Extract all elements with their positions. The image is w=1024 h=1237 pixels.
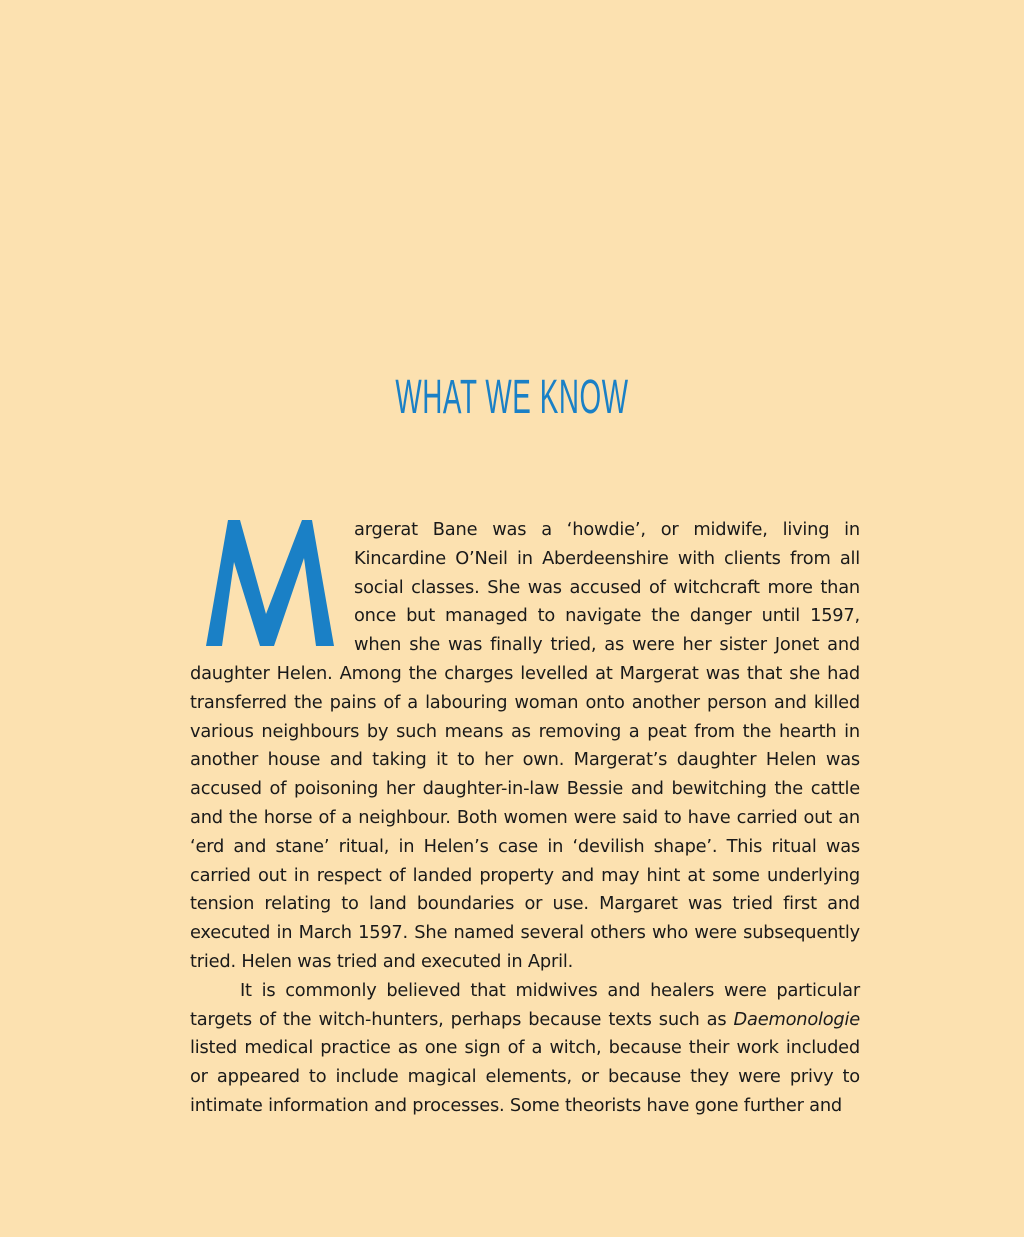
paragraph-2-text-start: It is commonly believed that midwives and healers were particular targets of the witch-hunters, perhaps because texts such as bbox=[190, 979, 860, 1030]
paragraph-1-text: argerat Bane was a ‘howdie’, or midwife, living in Kincardine O’Neil in Aberdeenshire with clients from all social classes. She was accused of witchcraft more than once but managed to navigate the danger until 1597, when she was finally tried, as were her sister Jonet and daughter Helen. Among the charges levelled at Margerat was that she had transferred the pains of a labouring woman onto another person and killed various neighbours by such means as removing a peat from the hearth in another house and taking it to her own. Margerat’s daughter Helen was accused of poisoning her daughter-in-law Bessie and bewitching the cattle and the horse of a neighbour. Both women were said to have carried out an ‘erd and stane’ ritual, in Helen’s case in ‘devilish shape’. This ritual was carried out in respect of landed property and may hint at some underlying tension relating to land boundaries or use. Margaret was tried first and executed in March 1597. She named several others who were subsequently tried. Helen was tried and executed in April. bbox=[190, 519, 860, 972]
body-text bbox=[190, 516, 860, 1121]
drop-cap bbox=[190, 518, 340, 646]
drop-cap-m-glyph bbox=[194, 518, 334, 646]
paragraph-2-text-end: listed medical practice as one sign of a witch, because their work included or appeared to include magical elements, or because they were privy to intimate information and processes. Some theorists have gone further and bbox=[190, 1037, 860, 1116]
section-heading: WHAT WE KNOW bbox=[395, 371, 629, 424]
book-title-italic: Daemonologie bbox=[733, 1008, 860, 1030]
paragraph-2 bbox=[190, 977, 860, 1121]
paragraph-1 bbox=[190, 516, 860, 977]
